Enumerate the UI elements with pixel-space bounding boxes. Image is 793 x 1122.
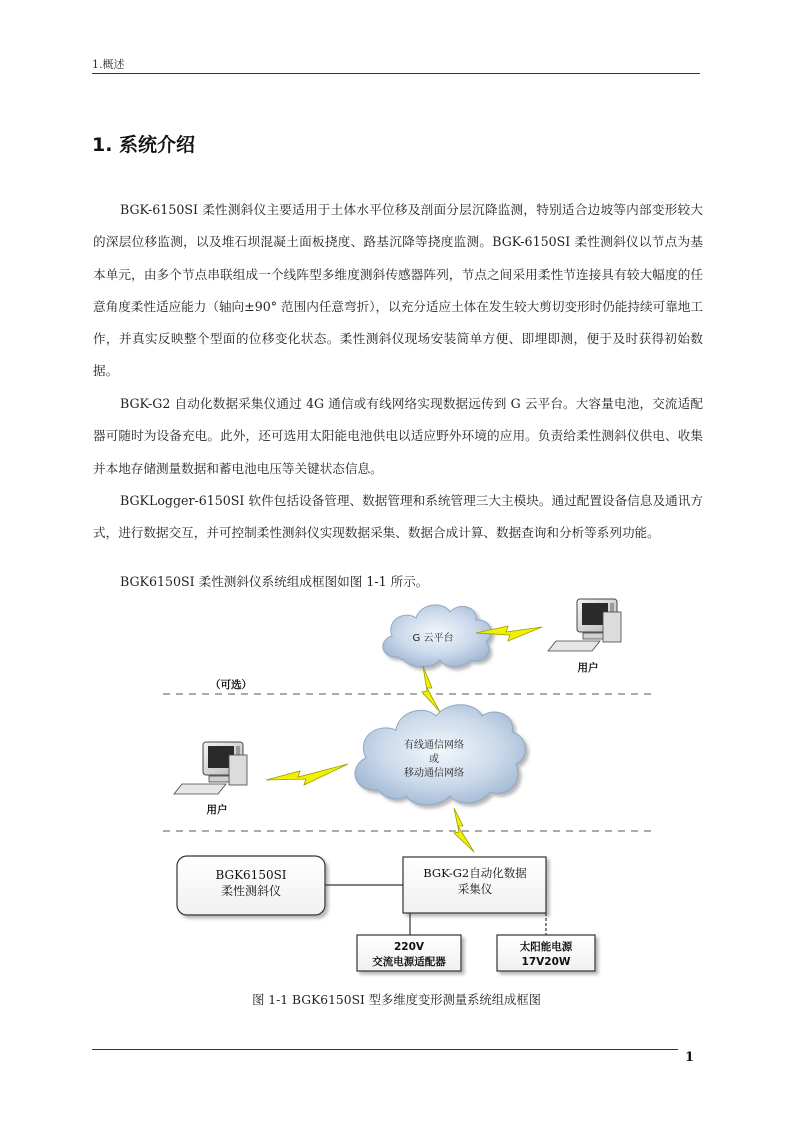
optional-label: （可选）	[210, 679, 252, 691]
adapter-label-line1: 220V	[393, 941, 425, 953]
lightning-link-network-logger-icon	[454, 808, 474, 852]
paragraph-figure-ref: BGK6150SI 柔性测斜仪系统组成框图如图 1-1 所示。	[120, 574, 429, 589]
network-cloud-icon	[355, 705, 525, 805]
lightning-link-user-network-icon	[266, 764, 348, 785]
figure-caption: 图 1-1 BGK6150SI 型多维度变形测量系统组成框图	[252, 993, 541, 1007]
device-label-line1: BGK6150SI	[215, 868, 287, 882]
paragraph-logger: BGK-G2 自动化数据采集仪通过 4G 通信或有线网络实现数据远传到 G 云平台。大容量电池，交流适配器可随时为设备充电。此外，还可选用太阳能电池供电以适应野外环境的应用。负责给柔性测斜仪供电、收集并本地存储测量数据和蓄电池电压等关键状态信息。	[93, 396, 703, 476]
footer-rule	[92, 1049, 678, 1050]
cloud-platform-label: G 云平台	[412, 633, 454, 644]
logger-label-line2: 采集仪	[457, 882, 493, 896]
network-label-line1: 有线通信网络	[404, 740, 464, 751]
user-left-label: 用户	[206, 804, 228, 816]
network-label-line3: 移动通信网络	[404, 768, 464, 779]
network-label-line2: 或	[429, 754, 439, 765]
logger-label-line1: BGK-G2自动化数据	[423, 866, 527, 880]
solar-label-line1: 太阳能电源	[519, 941, 573, 953]
section-title: 1. 系统介绍	[92, 134, 196, 156]
user-top-label: 用户	[577, 662, 599, 674]
device-label-line2: 柔性测斜仪	[220, 884, 282, 898]
page-number: 1	[685, 1050, 695, 1065]
computer-user-top-icon	[548, 599, 621, 651]
computer-user-left-icon	[174, 742, 247, 794]
paragraph-software: BGKLogger-6150SI 软件包括设备管理、数据管理和系统管理三大主模块。通过配置设备信息及通讯方式，进行数据交互，并可控制柔性测斜仪实现数据采集、数据合成计算、数据查询和分析等系列功能。	[93, 493, 703, 541]
page-header: 1.概述	[92, 58, 700, 74]
solar-label-line2: 17V20W	[521, 956, 571, 968]
paragraph-intro: BGK-6150SI 柔性测斜仪主要适用于土体水平位移及剖面分层沉降监测，特别适合边坡等内部变形较大的深层位移监测，以及堆石坝混凝土面板挠度、路基沉降等挠度监测。BGK-6150SI 柔性测斜仪以节点为基本单元，由多个节点串联组成一个线阵型多维度测斜传感器阵列，节点之间采用柔性节连接具有较大幅度的任意角度柔性适应能力（轴向±90° 范围内任意弯折），以充分适应土体在发生较大剪切变形时仍能持续可靠地工作，并真实反映整个型面的位移变化状态。柔性测斜仪现场安装简单方便、即埋即测，便于及时获得初始数据。	[93, 202, 703, 379]
lightning-link-platform-network-icon	[422, 666, 440, 712]
adapter-label-line2: 交流电源适配器	[372, 956, 446, 968]
